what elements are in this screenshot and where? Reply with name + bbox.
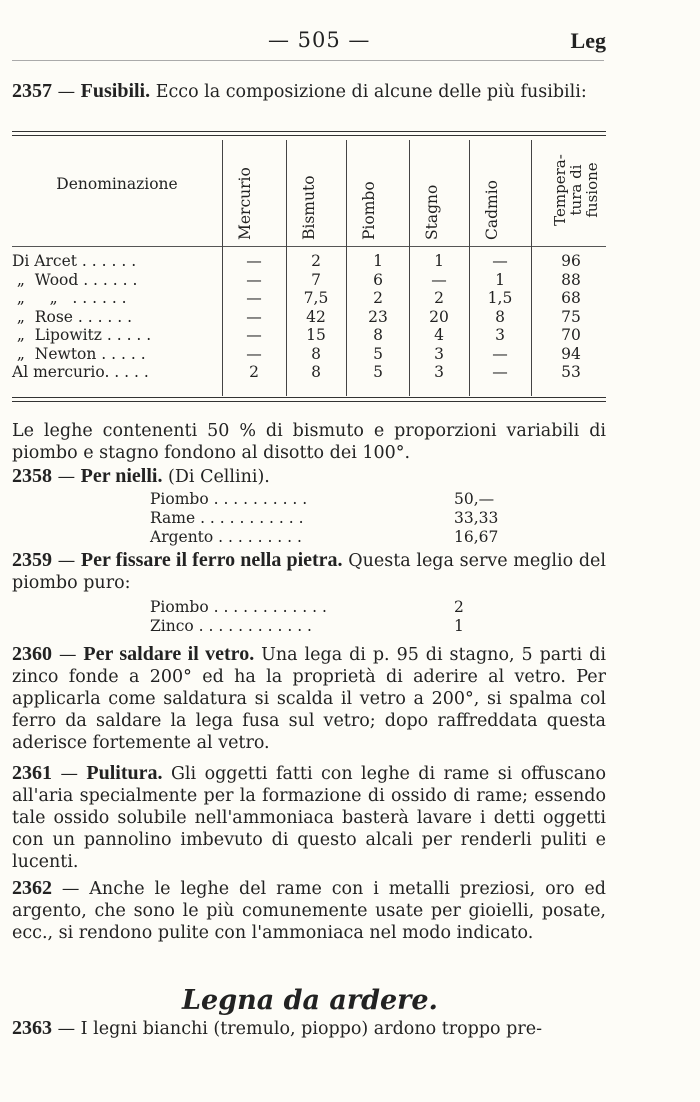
composition-item bbox=[150, 490, 495, 509]
table-bottom-rule bbox=[12, 397, 606, 398]
column-header-stagno bbox=[413, 140, 453, 240]
table-cell: 42 bbox=[306, 307, 326, 326]
composition-item bbox=[150, 598, 464, 617]
entry-text: I legni bianchi (tremulo, pioppo) ardono troppo pre- bbox=[80, 1019, 542, 1039]
table-row-name: „ Newton . . . . . bbox=[12, 344, 146, 363]
entry-text: (Di Cellini). bbox=[162, 467, 270, 487]
table-row-name: „ Wood . . . . . . bbox=[12, 270, 138, 289]
table-cell: 2 bbox=[373, 289, 383, 307]
entry-2362 bbox=[12, 877, 606, 944]
entry-title: Per fissare il ferro nella pietra. bbox=[80, 549, 343, 571]
table-row-name: „ Lipowitz . . . . . bbox=[12, 326, 152, 344]
column-header-cadmio bbox=[473, 140, 513, 240]
table-cell: 6 bbox=[373, 270, 383, 289]
table-cell: — bbox=[246, 344, 262, 363]
table-cell: — bbox=[492, 363, 508, 381]
header-text: Cadmio bbox=[483, 179, 501, 240]
table-cell: 3 bbox=[434, 363, 444, 381]
table-cell: 2 bbox=[434, 289, 444, 307]
table-cell: 1,5 bbox=[487, 289, 513, 307]
table-top-rule bbox=[12, 131, 606, 132]
table-cell: 1 bbox=[373, 252, 383, 270]
header-text: Tempera-tura di fusione bbox=[551, 154, 601, 226]
entry-title: Per saldare il vetro. bbox=[83, 643, 255, 665]
table-cell: — bbox=[492, 252, 508, 270]
table-cell: 7 bbox=[311, 270, 321, 289]
table-bottom-rule-2 bbox=[12, 401, 606, 402]
composition-value: 33,33 bbox=[454, 509, 499, 527]
table-cell: 2 bbox=[249, 363, 259, 381]
column-header-temperatura bbox=[532, 140, 602, 240]
header-text: Bismuto bbox=[300, 175, 318, 240]
entry-number: 2358 bbox=[12, 465, 52, 487]
entry-number: 2362 bbox=[12, 877, 52, 899]
entry-number: 2360 bbox=[12, 643, 52, 665]
header-text: Piombo bbox=[360, 181, 378, 240]
column-header-piombo bbox=[350, 140, 390, 240]
composition-item bbox=[150, 617, 464, 636]
composition-item bbox=[150, 509, 499, 528]
entry-dash: — bbox=[52, 764, 87, 784]
table-cell: 15 bbox=[306, 326, 326, 344]
section-title: Legna da ardere. bbox=[182, 985, 438, 1016]
column-separator bbox=[222, 140, 223, 396]
table-cell: 3 bbox=[495, 326, 505, 344]
entry-title: Per nielli. bbox=[80, 465, 163, 487]
composition-label: Piombo . . . . . . . . . . bbox=[150, 490, 308, 508]
table-cell: — bbox=[246, 326, 262, 344]
table-cell: 70 bbox=[561, 326, 581, 344]
table-row-name: „ Rose . . . . . . bbox=[12, 307, 133, 326]
table-cell: — bbox=[431, 270, 447, 289]
entry-number: 2359 bbox=[12, 549, 52, 571]
entry-dash: — bbox=[52, 467, 81, 487]
running-head bbox=[0, 28, 700, 56]
header-text: Stagno bbox=[423, 184, 441, 240]
entry-dash: — bbox=[52, 1019, 81, 1039]
column-separator bbox=[409, 140, 410, 396]
table-cell: 1 bbox=[495, 270, 505, 289]
entry-2363 bbox=[12, 1017, 606, 1040]
header-bottom-rule bbox=[12, 246, 606, 247]
composition-value: 1 bbox=[454, 617, 464, 635]
table-cell: 8 bbox=[311, 344, 321, 363]
composition-label: Rame . . . . . . . . . . . bbox=[150, 509, 304, 527]
table-cell: 96 bbox=[561, 252, 581, 270]
composition-value: 50,— bbox=[454, 490, 495, 508]
table-top-rule-2 bbox=[12, 135, 606, 136]
column-header-denominazione: Denominazione bbox=[56, 175, 178, 193]
entry-dash: — bbox=[52, 82, 81, 102]
table-cell: 75 bbox=[561, 307, 581, 326]
entry-2360 bbox=[12, 643, 606, 754]
table-cell: 23 bbox=[368, 307, 388, 326]
entry-2358 bbox=[12, 465, 606, 488]
column-header-bismuto bbox=[290, 140, 330, 240]
column-separator bbox=[469, 140, 470, 396]
entry-2357 bbox=[12, 80, 606, 103]
table-cell: 5 bbox=[373, 363, 383, 381]
table-cell: 20 bbox=[429, 307, 449, 326]
entry-text: Gli oggetti fatti con leghe di rame si offuscano all'aria specialmente per la formazione di ossido di rame; essendo tale ossido solubile nell'ammoniaca basterà lavare i detti oggetti con un pannolino imbevuto di questo alcali per renderli puliti e lucenti. bbox=[12, 764, 606, 872]
entry-text: Questa lega serve meglio del piombo puro: bbox=[12, 551, 606, 593]
table-cell: 2 bbox=[311, 252, 321, 270]
ferro-pietra-composition bbox=[150, 598, 464, 636]
column-separator bbox=[531, 140, 532, 396]
table-cell: — bbox=[246, 252, 262, 270]
table-cell: — bbox=[492, 344, 508, 363]
composition-label: Argento . . . . . . . . . bbox=[150, 528, 302, 546]
column-header-mercurio bbox=[226, 140, 266, 240]
nielli-composition bbox=[150, 490, 499, 547]
table-cell: 8 bbox=[495, 307, 505, 326]
running-title: Leg bbox=[570, 28, 606, 53]
entry-text: Ecco la composizione di alcune delle più fusibili: bbox=[150, 82, 587, 102]
table-cell: 1 bbox=[434, 252, 444, 270]
table-cell: 4 bbox=[434, 326, 444, 344]
table-cell: 88 bbox=[561, 270, 581, 289]
column-separator bbox=[346, 140, 347, 396]
entry-number: 2363 bbox=[12, 1017, 52, 1039]
table-cell: 94 bbox=[561, 344, 581, 363]
entry-2361 bbox=[12, 762, 606, 873]
column-separator bbox=[286, 140, 287, 396]
entry-text: Una lega di p. 95 di stagno, 5 parti di zinco fonde a 200° ed ha la proprietà di aderire al vetro. Per applicarla come saldatura si scalda il vetro a 200°, si spalma col ferro da saldare la lega fusa sul vetro; dopo raffreddata questa aderisce fortemente al vetro. bbox=[12, 645, 606, 753]
table-cell: — bbox=[246, 307, 262, 326]
composition-item bbox=[150, 528, 499, 547]
entry-dash: — bbox=[52, 551, 81, 571]
table-row-name: Di Arcet . . . . . . bbox=[12, 252, 137, 270]
entry-title: Pulitura. bbox=[86, 762, 163, 784]
header-text: Mercurio bbox=[236, 167, 254, 240]
header-rule bbox=[12, 60, 604, 61]
table-note: Le leghe contenenti 50 % di bismuto e proporzioni variabili di piombo e stagno fondono al disotto dei 100°. bbox=[12, 421, 606, 463]
entry-number: 2361 bbox=[12, 762, 52, 784]
entry-text: Anche le leghe del rame con i metalli preziosi, oro ed argento, che sono le più comunemente usate per gioielli, posate, ecc., si rendono pulite con l'ammoniaca nel modo indicato. bbox=[12, 879, 606, 943]
entry-title: Fusibili. bbox=[80, 80, 151, 102]
table-cell: 7,5 bbox=[303, 289, 329, 307]
page-number: — 505 — bbox=[268, 28, 371, 52]
entry-2359 bbox=[12, 549, 606, 594]
composition-value: 2 bbox=[454, 598, 464, 616]
table-row-name: „ „ . . . . . . bbox=[12, 289, 127, 307]
composition-value: 16,67 bbox=[454, 528, 499, 546]
table-cell: — bbox=[246, 270, 262, 289]
table-cell: 53 bbox=[561, 363, 581, 381]
table-cell: 8 bbox=[373, 326, 383, 344]
composition-label: Zinco . . . . . . . . . . . . bbox=[150, 617, 312, 635]
table-row-name: Al mercurio. . . . . bbox=[12, 363, 149, 381]
table-cell: 8 bbox=[311, 363, 321, 381]
entry-number: 2357 bbox=[12, 80, 52, 102]
entry-dash: — bbox=[52, 879, 90, 899]
entry-dash: — bbox=[52, 645, 84, 665]
table-cell: 5 bbox=[373, 344, 383, 363]
table-cell: 68 bbox=[561, 289, 581, 307]
table-cell: 3 bbox=[434, 344, 444, 363]
table-cell: — bbox=[246, 289, 262, 307]
composition-label: Piombo . . . . . . . . . . . . bbox=[150, 598, 327, 616]
